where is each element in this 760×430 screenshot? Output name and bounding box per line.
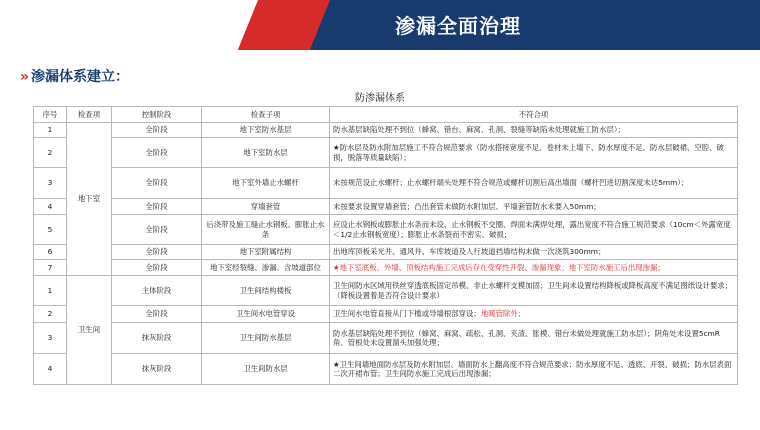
row-issue: [330, 306, 738, 323]
row-subitem: 卫生间结构楼板: [202, 276, 330, 306]
row-stage: 全阶段: [112, 245, 202, 260]
double-arrow-icon: »: [20, 69, 30, 85]
leak-prevention-table: [33, 106, 738, 385]
title-bar: [0, 0, 760, 50]
row-issue: 未按规范设止水螺杆；止水螺杆端头处理不符合规范或螺杆切割后高出墙面（螺杆凹进切割深度未达5mm）；: [330, 168, 738, 199]
col-header-issue: 不符合项: [330, 107, 738, 123]
table-row: [34, 306, 738, 323]
col-header-stage: 控制阶段: [112, 107, 202, 123]
table-row: [34, 168, 738, 199]
row-subitem: 后浇带及施工缝止水钢板、膨胀止水条: [202, 215, 330, 245]
row-issue: 应设止水钢板或膨胀止水条而未设、止水钢板不交圈、焊面未满焊处理，露出宽度不符合施工规范要求（10cm＜外露宽度＜1/2止水钢板宽度）；膨胀止水条裂而不密实、破损；: [330, 215, 738, 245]
section-heading: [20, 66, 129, 86]
row-stage: 全阶段: [112, 215, 202, 245]
row-issue: ★防水层及防水附加层施工不符合规范要求（防水搭接宽度不足、卷材未上墙下、防水厚度不足、防水层破裙、空腔、破损，脱落等质量缺陷）；: [330, 138, 738, 168]
row-subitem: 地下室附属结构: [202, 245, 330, 260]
row-issue: 防水基层缺陷处理不到位（蜂窝、麻窝、疏松、孔洞、夹渣、胀模、错台未做处理就施工防水层）；阴角处未设置5cmR角、管根处未设置溜头加强处理；: [330, 323, 738, 354]
row-stage: 全阶段: [112, 199, 202, 215]
table-row: [34, 260, 738, 276]
row-subitem: 穿墙套管: [202, 199, 330, 215]
row-no: 6: [34, 245, 67, 260]
table-row: [34, 215, 738, 245]
row-stage: 主体阶段: [112, 276, 202, 306]
row-stage: 全阶段: [112, 138, 202, 168]
row-stage: 全阶段: [112, 168, 202, 199]
section-title: 渗漏体系建立：: [31, 69, 130, 85]
table-row: [34, 199, 738, 215]
row-stage: 抹灰阶段: [112, 323, 202, 354]
group-name: 卫生间: [67, 276, 112, 385]
table-row: [34, 323, 738, 354]
table-row: [34, 245, 738, 260]
row-subitem: 地下室经裂缝、渗漏、含坡道部位: [202, 260, 330, 276]
table-caption: 防渗漏体系: [355, 93, 405, 104]
row-issue: ★卫生间墙地面防水层及防水附加层、墙面防水上翻高度不符合规范要求；防水厚度不足、透底、开裂、破损；防水层表面二次开裙布管；卫生间防水施工完成后出现渗漏；: [330, 354, 738, 385]
row-no: 4: [34, 199, 67, 215]
row-no: 4: [34, 354, 67, 385]
row-no: 1: [34, 276, 67, 306]
row-issue-text: 卫生间水电管直接从门下槛或导墙根部穿设；: [333, 309, 481, 319]
page-title: 渗漏全面治理: [395, 14, 521, 38]
row-issue: 出地库顶板采光井、通风井、车库坡道及人行坡道挡墙结构未做一次浇筑300mm；: [330, 245, 738, 260]
row-no: 3: [34, 323, 67, 354]
group-name: 地下室: [67, 123, 112, 276]
row-issue: 卫生间防水区域用铁丝穿透底板固定吊模、非止水螺杆支模加固；卫生间未设置结构降板或降板高度不满足图纸设计要求；（降板设置着是否符合设计要求）: [330, 276, 738, 306]
row-issue: 防水基层缺陷处理不到位（蜂窝、错台、麻窝、孔洞、裂缝等缺陷未处理就施工防水层）；: [330, 123, 738, 138]
row-subitem: 地下室外墙止水螺杆: [202, 168, 330, 199]
table-header-row: [34, 107, 738, 123]
col-header-no: 序号: [34, 107, 67, 123]
table-row: [34, 354, 738, 385]
row-issue-exception: 地暖管除外；: [480, 309, 526, 319]
row-subitem: 卫生间水电管穿设: [202, 306, 330, 323]
row-subitem: 地下室防水层: [202, 138, 330, 168]
col-header-item: 检查项: [67, 107, 112, 123]
row-issue-highlight: ★地下室底板、外墙、顶板结构施工完成后存在受穿性开裂、渗漏现象；地下室防水施工后出现渗漏；: [330, 260, 738, 276]
table-row: [34, 123, 738, 138]
row-subitem: 卫生间防水层: [202, 354, 330, 385]
row-no: 3: [34, 168, 67, 199]
row-subitem: 卫生间防水基层: [202, 323, 330, 354]
row-stage: 全阶段: [112, 123, 202, 138]
row-no: 1: [34, 123, 67, 138]
row-issue: 未按要求设置穿墙套管；凸出套管未做防水附加层、平墙套管防水未要入50mm；: [330, 199, 738, 215]
row-stage: 全阶段: [112, 306, 202, 323]
row-no: 2: [34, 306, 67, 323]
row-subitem: 地下室防水基层: [202, 123, 330, 138]
row-stage: 全阶段: [112, 260, 202, 276]
title-bar-navy: [300, 0, 760, 50]
row-no: 2: [34, 138, 67, 168]
row-no: 7: [34, 260, 67, 276]
row-stage: 抹灰阶段: [112, 354, 202, 385]
row-no: 5: [34, 215, 67, 245]
table-row: [34, 276, 738, 306]
col-header-subitem: 检查子项: [202, 107, 330, 123]
table-row: [34, 138, 738, 168]
